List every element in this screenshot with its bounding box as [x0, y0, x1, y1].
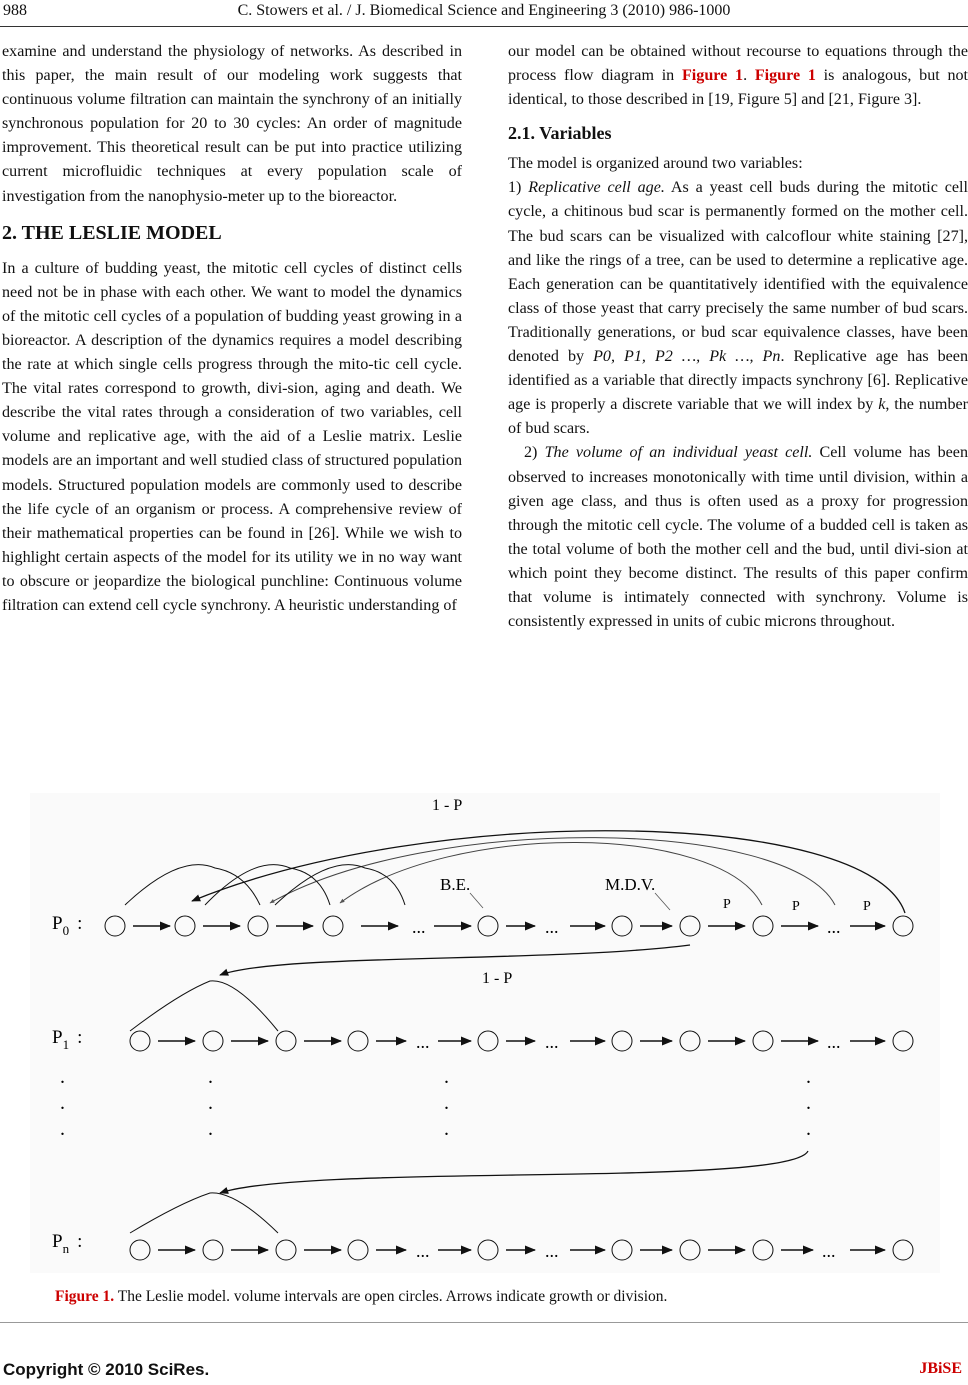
volume-circle	[276, 1240, 296, 1260]
caption-text: The Leslie model. volume intervals are open circles. Arrows indicate growth or division.	[114, 1288, 668, 1305]
ellipsis: ...	[416, 1032, 430, 1052]
volume-circle	[612, 1240, 632, 1260]
row-label-p1: $P_1$ :	[52, 1027, 83, 1052]
volume-circle	[478, 916, 498, 936]
volume-circle	[175, 916, 195, 936]
volume-circle	[893, 1031, 913, 1051]
math-generations: P0, P1, P2 …, Pk …, Pn	[593, 348, 781, 366]
left-column	[2, 40, 462, 618]
subsection-title: 2.1. Variables	[508, 123, 612, 144]
svg-text:.: .	[208, 1092, 213, 1114]
svg-text:.: .	[60, 1118, 65, 1140]
volume-circle	[612, 916, 632, 936]
volume-circle	[478, 1240, 498, 1260]
volume-circle	[680, 1240, 700, 1260]
be-pointer	[470, 893, 483, 908]
section-title: 2. THE LESLIE MODEL	[2, 221, 222, 244]
ellipsis: ...	[827, 1032, 841, 1052]
list-item-replicative-age: 1) Replicative cell age. As a yeast cell buds during the mitotic cell cycle, a chitinous bud scar is permanently formed on the mother cell. The bud scars can be visualized with calcoflour white staining [27], and like the rings of a tree, can be used to determine a replicative age. Each generation can be quantitatively identified with the equivalence class of those yeast that carry precisely the same number of bud scars. Traditionally generations, or bud scar equivalence classes, have been denoted by P0, P1, P2 …, Pk …, Pn. Replicative age has been identified as a variable that directly impacts synchrony [6]. Replicative age is properly a discrete variable that we will index by k, the number of bud scars.	[508, 179, 968, 438]
volume-circle	[203, 1031, 223, 1051]
row-label-p0: $P_0$ :	[52, 913, 83, 938]
right-column	[508, 40, 968, 634]
division-bump	[130, 981, 278, 1031]
prob-label: P	[723, 897, 731, 912]
volume-circle	[348, 1031, 368, 1051]
running-title: C. Stowers et al. / J. Biomedical Science and Engineering 3 (2010) 986-1000	[237, 2, 731, 19]
svg-text:.: .	[444, 1092, 449, 1114]
age-transition-label: 1 - P	[482, 970, 513, 987]
division-bump	[275, 865, 405, 905]
volume-circle	[478, 1031, 498, 1051]
row-n-chain	[130, 1240, 913, 1261]
caption-label: Figure 1.	[55, 1288, 115, 1305]
paragraph-leslie: In a culture of budding yeast, the mitotic cell cycles of distinct cells need not be in phase with each other. We want to model the dynamics of the mitotic cell cycles of a population of budding yeast growing in a bioreactor. A description of the dynamics requires a model describing the rate at which single cells progress through the mito-tic cell cycle. The vital rates correspond to growth, divi-sion, aging and death. We describe the vital rates through a consideration of two variables, cell volume and replicative age, with the aid of a Leslie matrix. Leslie models are an important and well studied class of structured population models. Structured population models are commonly used to describe the life cycle of an organism or process. A comprehensive review of their mathematical properties can be found in [26]. While we wish to highlight certain aspects of the model for its utility we in no way want to obscure or jeopardize the biological punchline: Continuous volume filtration can extend cell cycle synchrony. A heuristic understanding of	[2, 259, 462, 614]
be-label: B.E.	[440, 875, 471, 894]
ellipsis: ...	[545, 1032, 559, 1052]
volume-circle	[680, 916, 700, 936]
division-bump	[205, 865, 330, 905]
vertical-ellipsis	[60, 1066, 811, 1140]
volume-circle	[276, 1031, 296, 1051]
svg-text:.: .	[208, 1118, 213, 1140]
ellipsis: ...	[545, 1241, 559, 1261]
volume-circle	[130, 1240, 150, 1260]
svg-text:.: .	[806, 1066, 811, 1088]
page-header	[0, 0, 968, 22]
volume-circle	[753, 1031, 773, 1051]
ellipsis: ...	[412, 917, 426, 937]
mdv-label: M.D.V.	[605, 875, 656, 894]
volume-circle	[612, 1031, 632, 1051]
volume-circle	[348, 1240, 368, 1260]
division-bump	[130, 1193, 278, 1233]
return-prob-label: 1 - P	[432, 797, 463, 814]
figure-link[interactable]: Figure 1	[754, 67, 816, 85]
volume-circle	[680, 1031, 700, 1051]
volume-circle	[248, 916, 268, 936]
prob-label: P	[792, 899, 800, 914]
volume-circle	[753, 916, 773, 936]
svg-text:.: .	[444, 1118, 449, 1140]
volume-circle	[893, 916, 913, 936]
ellipsis: ...	[416, 1241, 430, 1261]
diagram-svg	[30, 793, 940, 1273]
paragraph-intro-end: examine and understand the physiology of networks. As described in this paper, the main result of our modeling work suggests that continuous volume filtration can maintain the synchrony of an initially synchronous population for 20 to 30 cycles: An order of magnitude improvement. This theoretical result can be put into practice utilizing current microfluidic techniques at every population scale of investigation from the nanophysio-meter up to the bioreactor.	[2, 43, 462, 205]
ellipsis: ...	[822, 1241, 836, 1261]
volume-circle	[203, 1240, 223, 1260]
list-item-volume: 2) The volume of an individual yeast cell. Cell volume has been observed to increases monotonically with time until division, within a given age class, and thus is often used as a proxy for progression through the mitotic cell cycle. The volume of a budded cell is taken as the total volume of both the mother cell and the bud, until divi-sion at which point they become distinct. The results of this paper confirm that volume is intimately connected with synchrony. Volume is consistently expressed in units of cubic microns throughout.	[508, 444, 968, 631]
prob-label: P	[863, 899, 871, 914]
age-transition-arc	[220, 945, 690, 975]
age-transition-arc	[220, 1151, 808, 1193]
ellipsis: ...	[545, 917, 559, 937]
svg-text:.: .	[806, 1092, 811, 1114]
volume-circle	[323, 916, 343, 936]
figure-link[interactable]: Figure 1	[681, 67, 744, 85]
volume-circle	[753, 1240, 773, 1260]
header-rule	[0, 26, 968, 27]
svg-text:.: .	[60, 1092, 65, 1114]
svg-text:.: .	[60, 1066, 65, 1088]
row-0-chain	[105, 916, 913, 937]
paragraph-variables: The model is organized around two variables:	[508, 155, 803, 173]
division-bump	[125, 865, 260, 905]
page-number: 988	[3, 2, 27, 19]
figure-caption	[55, 1287, 935, 1307]
svg-text:.: .	[806, 1118, 811, 1140]
volume-circle	[893, 1240, 913, 1260]
row-label-pn: $P_n$ :	[52, 1231, 83, 1256]
paragraph-figure-intro: our model can be obtained without recourse to equations through the process flow diagram in Figure 1. Figure 1 is analogous, but not identical, to those described in [19, Figure 5] and [21, Figure 3].	[508, 43, 968, 109]
journal-abbrev: JBiSE	[919, 1360, 962, 1377]
svg-text:.: .	[444, 1066, 449, 1088]
mdv-pointer	[655, 893, 670, 910]
row-1-chain	[130, 1031, 913, 1052]
footer-rule	[0, 1322, 968, 1323]
return-arc-3	[340, 842, 762, 905]
figure-leslie-diagram	[30, 793, 940, 1273]
return-arc-2	[270, 838, 835, 905]
volume-circle	[130, 1031, 150, 1051]
page-footer	[0, 1360, 968, 1382]
copyright-notice: Copyright © 2010 SciRes.	[3, 1360, 210, 1379]
svg-text:.: .	[208, 1066, 213, 1088]
ellipsis: ...	[827, 917, 841, 937]
volume-circle	[105, 916, 125, 936]
